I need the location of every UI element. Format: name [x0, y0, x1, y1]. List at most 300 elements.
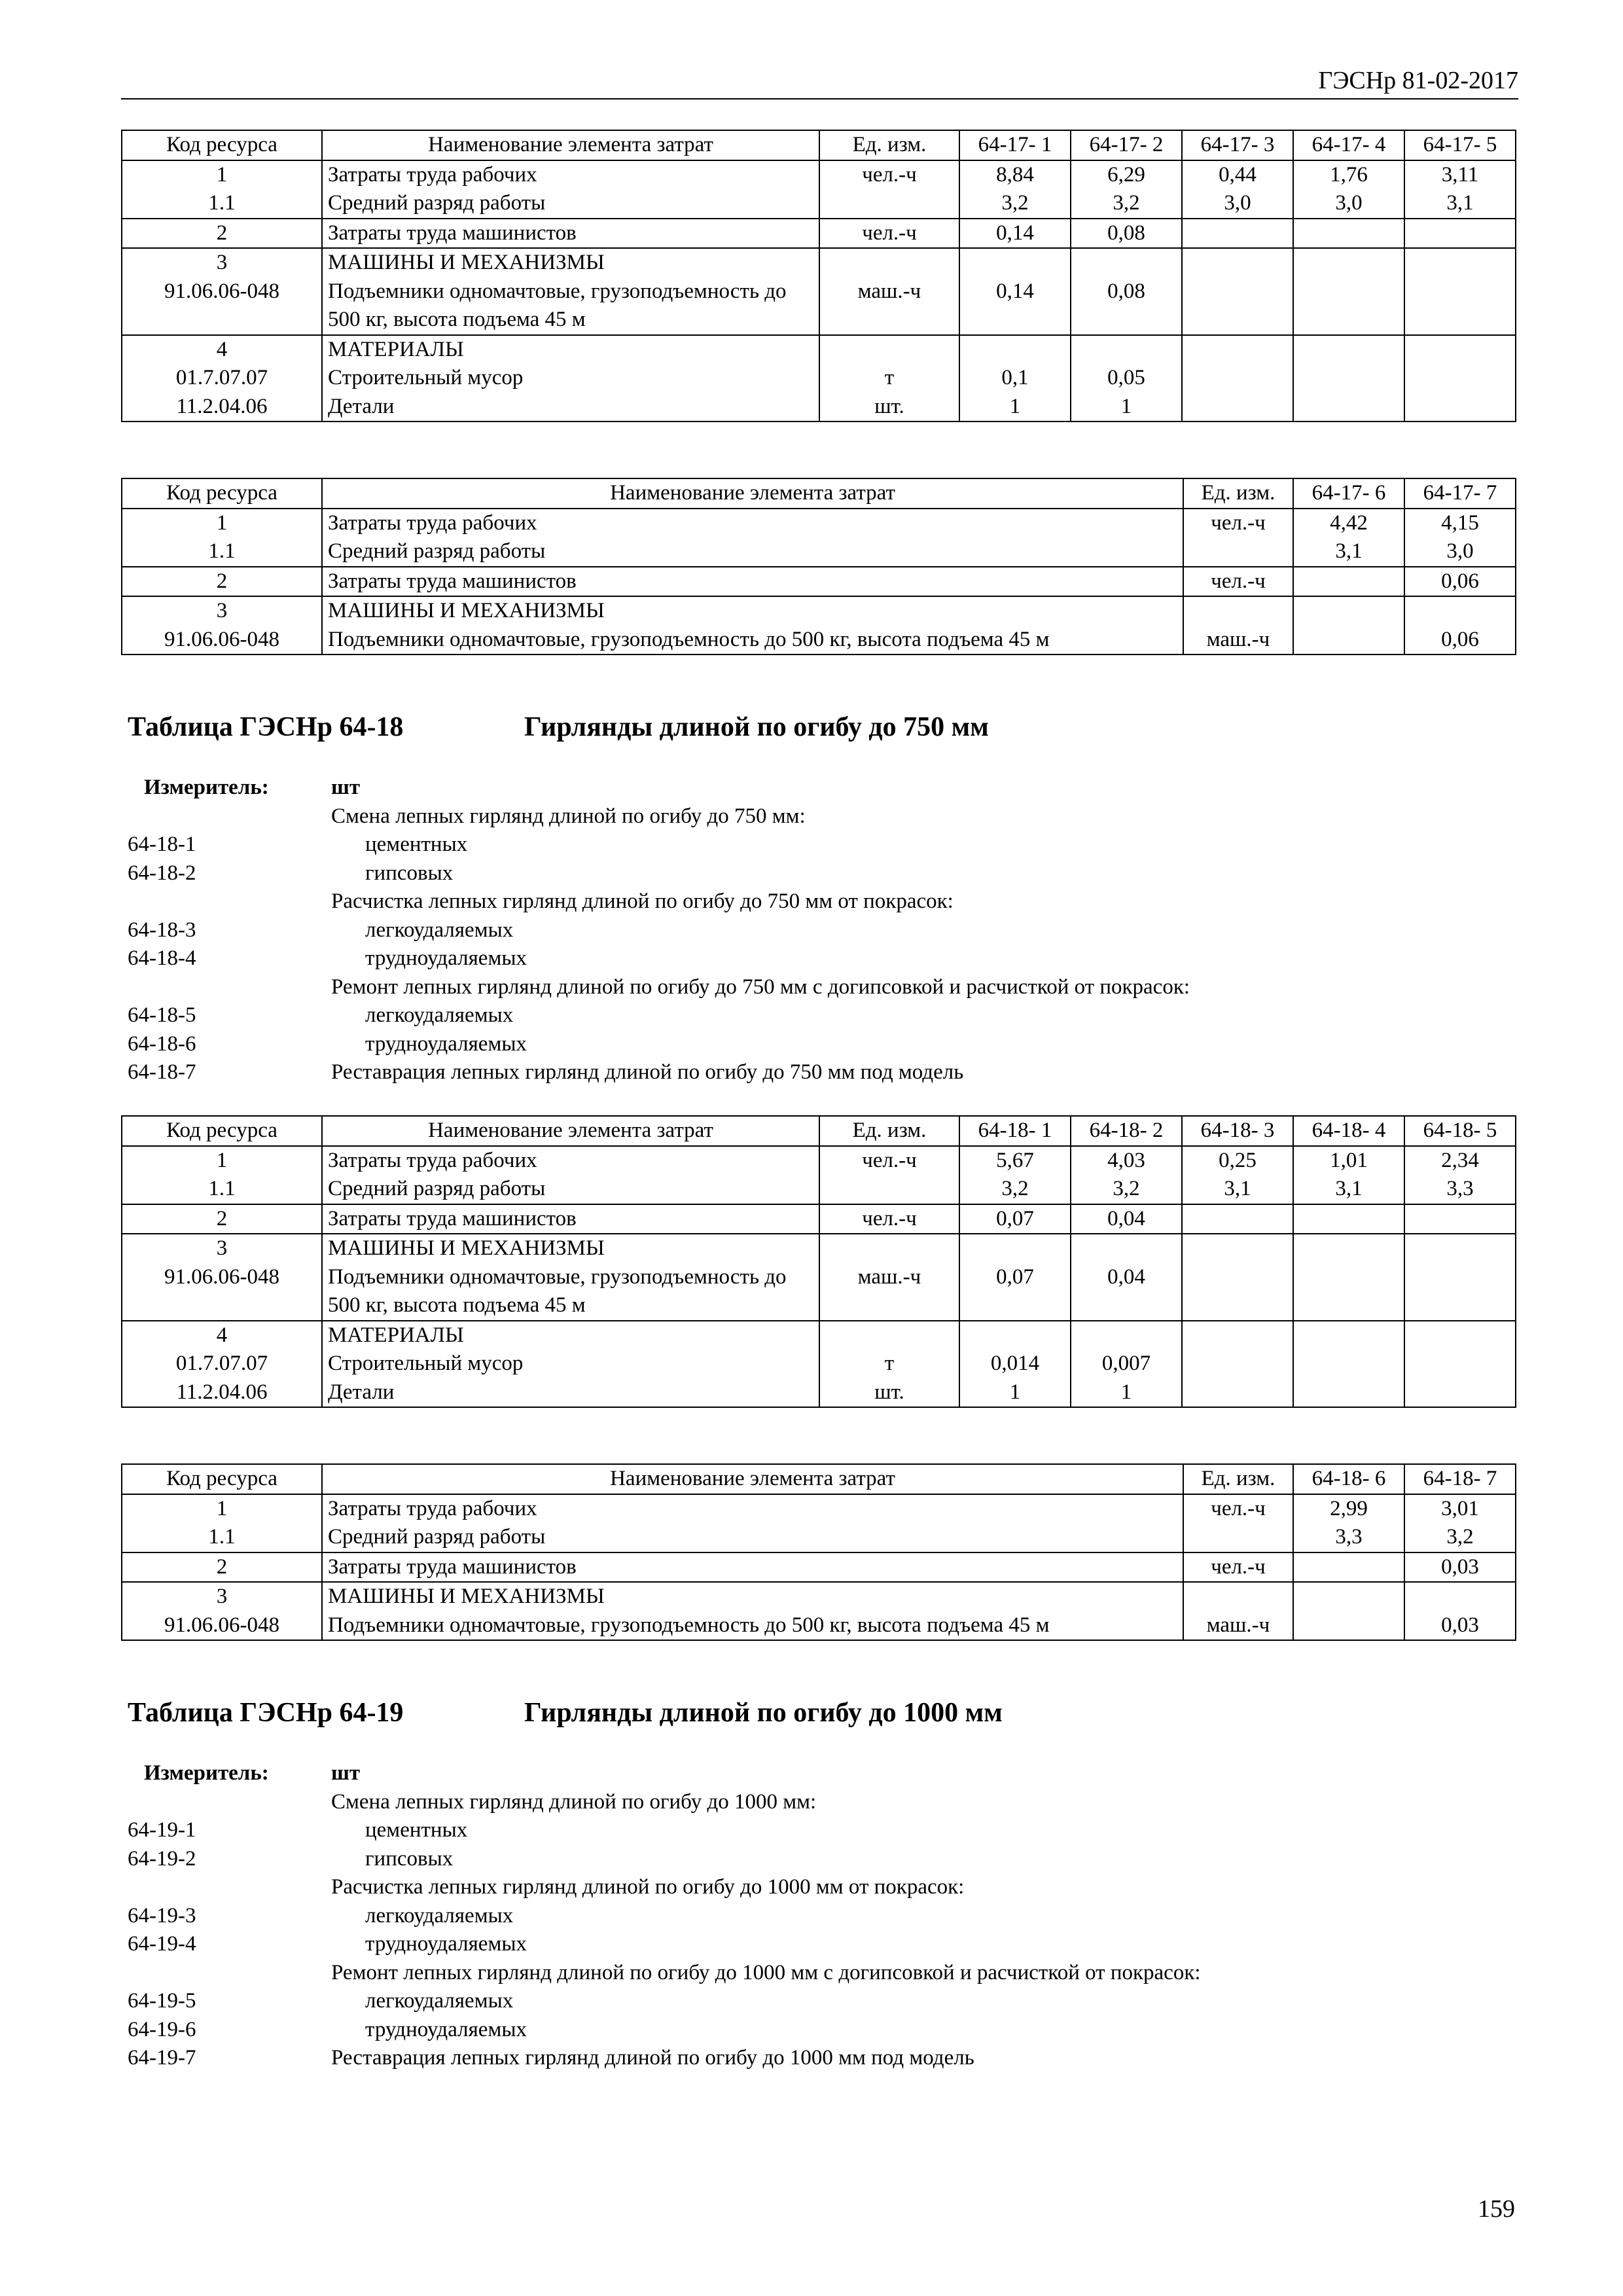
table-title-64-19 [128, 1695, 1003, 1731]
col-header: 64-18- 6 [1293, 1464, 1404, 1494]
work-group [128, 888, 1502, 916]
section-heading: МАШИНЫ И МЕХАНИЗМЫ [322, 1582, 1183, 1611]
work-description: Смена лепных гирлянд длиной по огибу до 1000 мм: [331, 1789, 817, 1814]
work-item [128, 831, 1502, 859]
col-header: 64-18- 5 [1404, 1116, 1516, 1146]
value-cell: 3,3 [1293, 1523, 1404, 1552]
value-cell: 0,14 [959, 219, 1071, 249]
resource-table-64-17-b [121, 478, 1516, 655]
resource-code: 1.1 [122, 1523, 322, 1552]
work-item [128, 944, 1502, 973]
value-cell: 3,2 [1071, 1175, 1182, 1204]
work-item [128, 2044, 1502, 2073]
work-description: трудноудаляемых [365, 946, 527, 970]
resource-code: 2 [122, 219, 322, 249]
value-cell [1071, 248, 1182, 278]
value-cell [1404, 335, 1516, 365]
value-cell [1293, 1350, 1404, 1378]
cost-element-name: Строительный мусор [322, 364, 819, 393]
page-number: 159 [1478, 2195, 1515, 2223]
unit: чел.-ч [1183, 1494, 1293, 1524]
col-header: 64-17- 7 [1404, 478, 1516, 509]
value-cell: 3,0 [1182, 189, 1293, 219]
value-cell [959, 1321, 1071, 1350]
value-cell [1182, 1234, 1293, 1263]
resource-code: 3 [122, 596, 322, 626]
table-header-row [122, 478, 1516, 509]
cost-element-name: Подъемники одномачтовые, грузоподъемность до 500 кг, высота подъема 45 м [322, 626, 1183, 655]
work-description: легкоудаляемых [365, 918, 514, 942]
resource-code: 91.06.06-048 [122, 626, 322, 655]
value-cell: 0,014 [959, 1350, 1071, 1378]
cost-element-name: Детали [322, 1378, 819, 1408]
value-cell: 3,2 [959, 1175, 1071, 1204]
table-row [122, 1611, 1516, 1641]
value-cell: 0,03 [1404, 1611, 1516, 1641]
work-description: легкоудаляемых [365, 1903, 514, 1928]
unit [819, 335, 959, 365]
resource-code: 2 [122, 1552, 322, 1583]
resource-code: 2 [122, 1204, 322, 1234]
value-cell: 0,07 [959, 1204, 1071, 1234]
value-cell: 0,04 [1071, 1263, 1182, 1321]
value-cell [1404, 1234, 1516, 1263]
work-description: трудноудаляемых [365, 1031, 527, 1056]
value-cell: 3,1 [1293, 537, 1404, 567]
value-cell: 3,1 [1404, 189, 1516, 219]
work-item [128, 1030, 1502, 1059]
value-cell [1293, 1378, 1404, 1408]
cost-element-name: Затраты труда рабочих [322, 1146, 819, 1175]
work-code: 64-18-2 [128, 861, 196, 885]
value-cell: 4,42 [1293, 509, 1404, 538]
section-heading: МАШИНЫ И МЕХАНИЗМЫ [322, 248, 819, 278]
resource-code: 1 [122, 509, 322, 538]
unit: чел.-ч [819, 1146, 959, 1175]
value-cell [1182, 219, 1293, 249]
measure-block-64-18 [128, 774, 1502, 1087]
col-header: 64-18- 7 [1404, 1464, 1516, 1494]
table-row [122, 1204, 1516, 1234]
work-code: 64-19-1 [128, 1818, 196, 1842]
value-cell [1293, 1234, 1404, 1263]
section-heading: МАШИНЫ И МЕХАНИЗМЫ [322, 1234, 819, 1263]
resource-code: 3 [122, 248, 322, 278]
unit: т [819, 364, 959, 393]
work-group [128, 973, 1502, 1002]
value-cell [1293, 248, 1404, 278]
value-cell: 0,06 [1404, 567, 1516, 597]
value-cell: 3,2 [959, 189, 1071, 219]
col-header: Ед. изм. [1183, 478, 1293, 509]
table-row [122, 160, 1516, 190]
work-item [128, 1902, 1502, 1931]
col-header: 64-18- 2 [1071, 1116, 1182, 1146]
value-cell: 3,2 [1071, 189, 1182, 219]
resource-code: 91.06.06-048 [122, 1611, 322, 1641]
value-cell [1182, 1321, 1293, 1350]
table-row [122, 537, 1516, 567]
value-cell [1404, 1350, 1516, 1378]
resource-code: 11.2.04.06 [122, 393, 322, 422]
cost-element-name: Затраты труда машинистов [322, 567, 1183, 597]
unit: чел.-ч [1183, 1552, 1293, 1583]
work-item [128, 859, 1502, 888]
table-row [122, 219, 1516, 249]
unit: чел.-ч [819, 219, 959, 249]
value-cell [1071, 1234, 1182, 1263]
value-cell: 0,05 [1071, 364, 1182, 393]
work-description: Реставрация лепных гирлянд длиной по огибу до 1000 мм под модель [331, 2046, 974, 2070]
value-cell [959, 248, 1071, 278]
table-row [122, 1552, 1516, 1583]
value-cell: 3,0 [1404, 537, 1516, 567]
value-cell [1404, 1263, 1516, 1321]
col-header: 64-18- 4 [1293, 1116, 1404, 1146]
work-group [128, 1873, 1502, 1902]
table-number: Таблица ГЭСНр 64-19 [128, 1698, 404, 1728]
work-description: легкоудаляемых [365, 1003, 514, 1027]
work-description: цементных [365, 1818, 468, 1842]
work-group [128, 1788, 1502, 1817]
unit [819, 1175, 959, 1204]
value-cell [1182, 278, 1293, 335]
cost-element-name: Затраты труда машинистов [322, 1204, 819, 1234]
work-code: 64-19-4 [128, 1932, 196, 1956]
unit: маш.-ч [1183, 626, 1293, 655]
unit: шт. [819, 393, 959, 422]
value-cell [1404, 1378, 1516, 1408]
value-cell [1404, 1321, 1516, 1350]
unit [1183, 1582, 1293, 1611]
resource-code: 11.2.04.06 [122, 1378, 322, 1408]
value-cell: 2,99 [1293, 1494, 1404, 1524]
value-cell: 4,15 [1404, 509, 1516, 538]
table-row [122, 364, 1516, 393]
cost-element-name: Затраты труда рабочих [322, 509, 1183, 538]
value-cell: 0,03 [1404, 1552, 1516, 1583]
work-description: Ремонт лепных гирлянд длиной по огибу до 1000 мм с догипсовкой и расчисткой от покрасок: [331, 1960, 1201, 1984]
col-header: Код ресурса [122, 1464, 322, 1494]
value-cell: 1,01 [1293, 1146, 1404, 1175]
value-cell: 0,08 [1071, 219, 1182, 249]
document-code: ГЭСНр 81-02-2017 [1318, 67, 1518, 94]
resource-code: 01.7.07.07 [122, 1350, 322, 1378]
cost-element-name: Подъемники одномачтовые, грузоподъемность до 500 кг, высота подъема 45 м [322, 1263, 819, 1321]
work-code: 64-18-3 [128, 918, 196, 942]
work-item [128, 916, 1502, 945]
value-cell [1293, 364, 1404, 393]
value-cell [1404, 364, 1516, 393]
table-row [122, 1263, 1516, 1321]
measure-unit: шт [331, 776, 361, 799]
value-cell [1293, 1611, 1404, 1641]
value-cell: 0,007 [1071, 1350, 1182, 1378]
table-row [122, 1175, 1516, 1204]
value-cell: 3,01 [1404, 1494, 1516, 1524]
work-item [128, 1845, 1502, 1874]
value-cell: 8,84 [959, 160, 1071, 190]
value-cell [1293, 1263, 1404, 1321]
value-cell: 3,11 [1404, 160, 1516, 190]
unit: т [819, 1350, 959, 1378]
value-cell [1071, 1321, 1182, 1350]
work-item [128, 1816, 1502, 1845]
resource-code: 3 [122, 1582, 322, 1611]
unit [1183, 596, 1293, 626]
work-code: 64-18-6 [128, 1031, 196, 1056]
value-cell [1293, 1582, 1404, 1611]
value-cell: 0,25 [1182, 1146, 1293, 1175]
work-description: Расчистка лепных гирлянд длиной по огибу до 750 мм от покрасок: [331, 889, 954, 913]
value-cell [1404, 1204, 1516, 1234]
resource-code: 1 [122, 160, 322, 190]
work-item [128, 1930, 1502, 1959]
resource-code: 1 [122, 1146, 322, 1175]
value-cell: 1 [959, 393, 1071, 422]
section-heading: МАШИНЫ И МЕХАНИЗМЫ [322, 596, 1183, 626]
table-row [122, 1350, 1516, 1378]
table-subtitle: Гирлянды длиной по огибу до 750 мм [524, 712, 989, 742]
value-cell [1182, 364, 1293, 393]
value-cell [1293, 335, 1404, 365]
value-cell [1182, 1378, 1293, 1408]
value-cell: 1 [1071, 1378, 1182, 1408]
table-row [122, 335, 1516, 365]
col-header: Наименование элемента затрат [322, 130, 819, 160]
value-cell [1404, 1582, 1516, 1611]
measure-label: Измеритель: [144, 776, 269, 799]
table-row [122, 1494, 1516, 1524]
table-row [122, 393, 1516, 422]
col-header: Наименование элемента затрат [322, 478, 1183, 509]
value-cell: 0,08 [1071, 278, 1182, 335]
measure-unit: шт [331, 1761, 361, 1785]
table-row [122, 509, 1516, 538]
work-code: 64-18-7 [128, 1060, 196, 1084]
measure-label: Измеритель: [144, 1761, 269, 1785]
value-cell: 0,04 [1071, 1204, 1182, 1234]
resource-code: 1.1 [122, 189, 322, 219]
resource-code: 3 [122, 1234, 322, 1263]
col-header: 64-17- 5 [1404, 130, 1516, 160]
value-cell [1293, 1552, 1404, 1583]
value-cell [1182, 1263, 1293, 1321]
value-cell: 1,76 [1293, 160, 1404, 190]
resource-code: 1 [122, 1494, 322, 1524]
work-description: трудноудаляемых [365, 1932, 527, 1956]
cost-element-name: Затраты труда машинистов [322, 219, 819, 249]
resource-code: 1.1 [122, 1175, 322, 1204]
value-cell [1182, 1204, 1293, 1234]
value-cell: 3,3 [1404, 1175, 1516, 1204]
col-header: Код ресурса [122, 478, 322, 509]
cost-element-name: Средний разряд работы [322, 537, 1183, 567]
resource-code: 91.06.06-048 [122, 1263, 322, 1321]
table-row [122, 626, 1516, 655]
value-cell: 3,1 [1182, 1175, 1293, 1204]
work-code: 64-19-5 [128, 1989, 196, 2013]
work-item [128, 2016, 1502, 2045]
work-description: трудноудаляемых [365, 2017, 527, 2041]
measure-row [128, 1759, 1502, 1788]
value-cell: 1 [1071, 393, 1182, 422]
resource-table-64-17-a [121, 130, 1516, 422]
unit [1183, 1523, 1293, 1552]
work-description: гипсовых [365, 861, 454, 885]
value-cell [1182, 393, 1293, 422]
value-cell [1404, 248, 1516, 278]
table-row [122, 1523, 1516, 1552]
work-description: гипсовых [365, 1846, 454, 1871]
value-cell [1293, 219, 1404, 249]
table-row [122, 189, 1516, 219]
value-cell [1293, 1321, 1404, 1350]
work-description: Расчистка лепных гирлянд длиной по огибу до 1000 мм от покрасок: [331, 1875, 965, 1899]
value-cell [1293, 1204, 1404, 1234]
col-header: 64-17- 3 [1182, 130, 1293, 160]
table-header-row [122, 1464, 1516, 1494]
unit: чел.-ч [819, 1204, 959, 1234]
unit: чел.-ч [1183, 509, 1293, 538]
col-header: 64-17- 6 [1293, 478, 1404, 509]
table-row [122, 596, 1516, 626]
unit [819, 1321, 959, 1350]
value-cell [1293, 393, 1404, 422]
resource-table-64-18-b [121, 1463, 1516, 1641]
work-code: 64-18-5 [128, 1003, 196, 1027]
table-row [122, 1234, 1516, 1263]
table-subtitle: Гирлянды длиной по огибу до 1000 мм [524, 1698, 1003, 1728]
unit: чел.-ч [1183, 567, 1293, 597]
work-description: цементных [365, 833, 468, 856]
value-cell: 0,44 [1182, 160, 1293, 190]
col-header: Наименование элемента затрат [322, 1116, 819, 1146]
resource-table-64-18-a [121, 1115, 1516, 1408]
work-item [128, 1058, 1502, 1087]
cost-element-name: Строительный мусор [322, 1350, 819, 1378]
value-cell: 3,2 [1404, 1523, 1516, 1552]
value-cell [1404, 219, 1516, 249]
unit [819, 189, 959, 219]
resource-code: 01.7.07.07 [122, 364, 322, 393]
col-header: Наименование элемента затрат [322, 1464, 1183, 1494]
table-header-row [122, 1116, 1516, 1146]
unit [819, 1234, 959, 1263]
table-row [122, 1321, 1516, 1350]
work-code: 64-19-3 [128, 1903, 196, 1928]
value-cell [1293, 626, 1404, 655]
value-cell: 2,34 [1404, 1146, 1516, 1175]
value-cell: 5,67 [959, 1146, 1071, 1175]
table-row [122, 1582, 1516, 1611]
unit [1183, 537, 1293, 567]
resource-code: 4 [122, 1321, 322, 1350]
value-cell [1404, 393, 1516, 422]
table-row [122, 248, 1516, 278]
cost-element-name: Детали [322, 393, 819, 422]
work-code: 64-18-4 [128, 946, 196, 970]
cost-element-name: Средний разряд работы [322, 1175, 819, 1204]
col-header: 64-17- 4 [1293, 130, 1404, 160]
value-cell [1071, 335, 1182, 365]
value-cell [1182, 335, 1293, 365]
cost-element-name: Затраты труда рабочих [322, 160, 819, 190]
col-header: 64-18- 1 [959, 1116, 1071, 1146]
value-cell: 6,29 [1071, 160, 1182, 190]
value-cell: 1 [959, 1378, 1071, 1408]
cost-element-name: Затраты труда рабочих [322, 1494, 1183, 1524]
table-number: Таблица ГЭСНр 64-18 [128, 712, 404, 742]
table-row [122, 567, 1516, 597]
value-cell: 4,03 [1071, 1146, 1182, 1175]
value-cell [959, 1234, 1071, 1263]
col-header: 64-18- 3 [1182, 1116, 1293, 1146]
value-cell: 0,14 [959, 278, 1071, 335]
work-group [128, 802, 1502, 831]
value-cell [959, 335, 1071, 365]
col-header: Код ресурса [122, 130, 322, 160]
table-row [122, 1378, 1516, 1408]
header-divider [121, 98, 1518, 99]
cost-element-name: Подъемники одномачтовые, грузоподъемность до 500 кг, высота подъема 45 м [322, 1611, 1183, 1641]
value-cell [1404, 596, 1516, 626]
value-cell: 0,06 [1404, 626, 1516, 655]
value-cell [1404, 278, 1516, 335]
measure-row [128, 774, 1502, 802]
table-header-row [122, 130, 1516, 160]
col-header: Код ресурса [122, 1116, 322, 1146]
table-row [122, 278, 1516, 335]
unit: маш.-ч [819, 1263, 959, 1321]
col-header: Ед. изм. [819, 1116, 959, 1146]
cost-element-name: Затраты труда машинистов [322, 1552, 1183, 1583]
value-cell [1293, 596, 1404, 626]
col-header: Ед. изм. [819, 130, 959, 160]
cost-element-name: Средний разряд работы [322, 1523, 1183, 1552]
measure-block-64-19 [128, 1759, 1502, 2073]
value-cell: 0,07 [959, 1263, 1071, 1321]
col-header: Ед. изм. [1183, 1464, 1293, 1494]
table-title-64-18 [128, 709, 989, 745]
unit: шт. [819, 1378, 959, 1408]
work-code: 64-19-7 [128, 2046, 196, 2070]
table-row [122, 1146, 1516, 1175]
resource-code: 1.1 [122, 537, 322, 567]
cost-element-name: Подъемники одномачтовые, грузоподъемность до 500 кг, высота подъема 45 м [322, 278, 819, 335]
resource-code: 91.06.06-048 [122, 278, 322, 335]
work-group [128, 1959, 1502, 1988]
cost-element-name: Средний разряд работы [322, 189, 819, 219]
section-heading: МАТЕРИАЛЫ [322, 1321, 819, 1350]
work-item [128, 1001, 1502, 1030]
value-cell [1182, 1350, 1293, 1378]
work-code: 64-19-2 [128, 1846, 196, 1871]
value-cell [1293, 567, 1404, 597]
value-cell [1182, 248, 1293, 278]
section-heading: МАТЕРИАЛЫ [322, 335, 819, 365]
work-description: Смена лепных гирлянд длиной по огибу до 750 мм: [331, 804, 806, 828]
value-cell: 3,0 [1293, 189, 1404, 219]
value-cell [1293, 278, 1404, 335]
resource-code: 2 [122, 567, 322, 597]
work-description: легкоудаляемых [365, 1989, 514, 2013]
col-header: 64-17- 1 [959, 130, 1071, 160]
value-cell: 3,1 [1293, 1175, 1404, 1204]
work-code: 64-18-1 [128, 833, 196, 856]
work-description: Ремонт лепных гирлянд длиной по огибу до 750 мм с догипсовкой и расчисткой от покрасок: [331, 975, 1190, 999]
work-item [128, 1987, 1502, 2016]
